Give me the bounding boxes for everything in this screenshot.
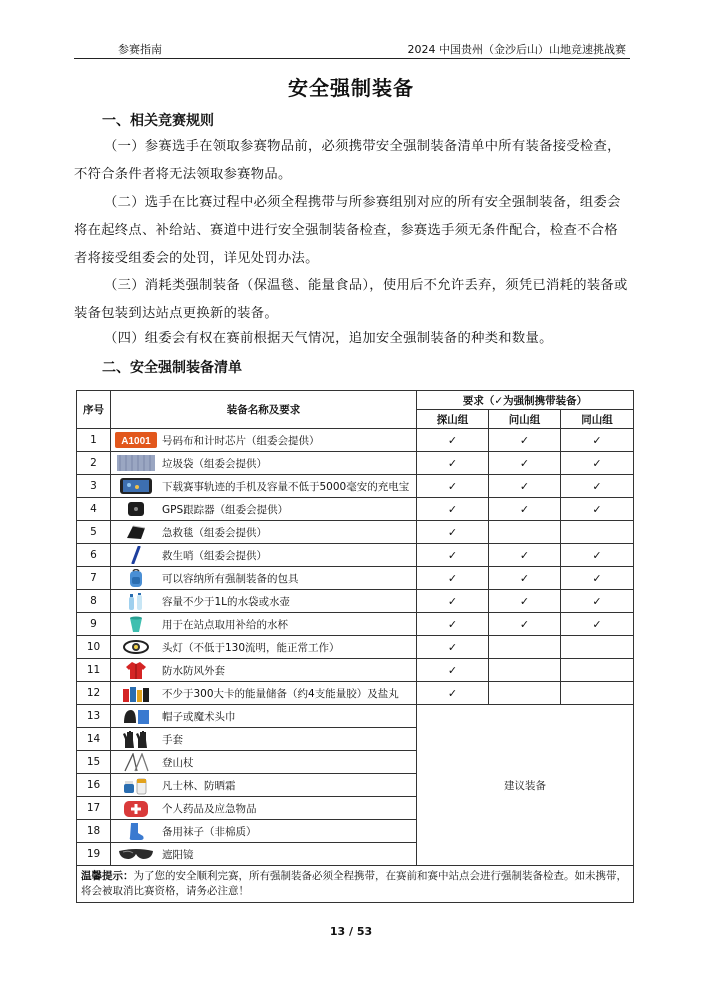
equipment-table bbox=[76, 390, 634, 903]
mark-wenshan: ✓ bbox=[489, 613, 561, 636]
mark-tongshan: ✓ bbox=[561, 452, 634, 475]
table-row bbox=[77, 613, 634, 636]
rule-paragraph-3: （三）消耗类强制装备（保温毯、能量食品），使用后不允许丢弃，须凭已消耗的装备或装备包装到达站点更换新的装备。 bbox=[74, 278, 628, 321]
mark-tongshan bbox=[561, 659, 634, 682]
header-left: 参赛指南 bbox=[118, 43, 162, 56]
row-number: 14 bbox=[77, 728, 111, 751]
gloves-icon bbox=[113, 729, 159, 749]
row-number: 13 bbox=[77, 705, 111, 728]
row-number: 10 bbox=[77, 636, 111, 659]
trash-bag-icon bbox=[113, 453, 159, 473]
headlamp-icon bbox=[113, 637, 159, 657]
svg-text:A1001: A1001 bbox=[121, 436, 151, 447]
mark-tanshan: ✓ bbox=[417, 452, 489, 475]
mark-wenshan: ✓ bbox=[489, 590, 561, 613]
jacket-icon bbox=[113, 660, 159, 680]
mark-tongshan bbox=[561, 682, 634, 705]
row-number: 1 bbox=[77, 429, 111, 452]
mark-wenshan bbox=[489, 659, 561, 682]
item-name: 防水防风外套 bbox=[162, 664, 225, 677]
mark-tanshan: ✓ bbox=[417, 636, 489, 659]
water-bottle-icon bbox=[113, 591, 159, 611]
mark-tanshan: ✓ bbox=[417, 613, 489, 636]
whistle-icon bbox=[113, 545, 159, 565]
row-number: 19 bbox=[77, 843, 111, 866]
mark-wenshan: ✓ bbox=[489, 498, 561, 521]
table-row bbox=[77, 452, 634, 475]
table-row bbox=[77, 475, 634, 498]
mark-tanshan: ✓ bbox=[417, 659, 489, 682]
group-header-wenshan: 问山组 bbox=[489, 410, 561, 429]
gps-tracker-icon bbox=[113, 499, 159, 519]
row-number: 17 bbox=[77, 797, 111, 820]
first-aid-icon bbox=[113, 798, 159, 818]
row-number: 7 bbox=[77, 567, 111, 590]
row-number: 16 bbox=[77, 774, 111, 797]
mark-tongshan: ✓ bbox=[561, 544, 634, 567]
mark-tanshan: ✓ bbox=[417, 590, 489, 613]
table-row bbox=[77, 498, 634, 521]
group-header-tanshan: 探山组 bbox=[417, 410, 489, 429]
page-number: 13 / 53 bbox=[329, 925, 373, 938]
mark-tanshan: ✓ bbox=[417, 682, 489, 705]
group-header-tongshan: 同山组 bbox=[561, 410, 634, 429]
item-name: 救生哨（组委会提供） bbox=[162, 549, 267, 562]
col-header-no: 序号 bbox=[77, 391, 111, 429]
item-name: 容量不少于1L的水袋或水壶 bbox=[162, 595, 291, 608]
row-number: 11 bbox=[77, 659, 111, 682]
row-number: 18 bbox=[77, 820, 111, 843]
table-row bbox=[77, 636, 634, 659]
row-number: 9 bbox=[77, 613, 111, 636]
page-title: 安全强制装备 bbox=[288, 76, 414, 100]
note-label: 温馨提示： bbox=[81, 870, 134, 882]
col-header-name: 装备名称及要求 bbox=[111, 391, 417, 429]
mark-wenshan: ✓ bbox=[489, 475, 561, 498]
item-name: 登山杖 bbox=[162, 756, 194, 769]
backpack-icon bbox=[113, 568, 159, 588]
item-name: 不少于300大卡的能量储备（约4支能量胶）及盐丸 bbox=[162, 687, 399, 700]
rule-paragraph-1: （一）参赛选手在领取参赛物品前，必须携带安全强制装备清单中所有装备接受检查，不符合条件者将无法领取参赛物品。 bbox=[74, 139, 621, 182]
mark-wenshan bbox=[489, 521, 561, 544]
row-number: 3 bbox=[77, 475, 111, 498]
row-number: 5 bbox=[77, 521, 111, 544]
col-header-requirement: 要求（✓为强制携带装备） bbox=[417, 391, 634, 410]
mark-tongshan bbox=[561, 521, 634, 544]
blanket-icon bbox=[113, 522, 159, 542]
item-name: 手套 bbox=[162, 733, 183, 746]
row-number: 4 bbox=[77, 498, 111, 521]
row-number: 15 bbox=[77, 751, 111, 774]
mark-tongshan: ✓ bbox=[561, 475, 634, 498]
item-name: 帽子或魔术头巾 bbox=[162, 710, 236, 723]
rule-paragraph-4: （四）组委会有权在赛前根据天气情况，追加安全强制装备的种类和数量。 bbox=[104, 331, 553, 346]
section2-heading: 二、安全强制装备清单 bbox=[102, 360, 242, 376]
item-name: 头灯（不低于130流明，能正常工作） bbox=[162, 641, 340, 654]
mark-tongshan: ✓ bbox=[561, 498, 634, 521]
mark-tongshan: ✓ bbox=[561, 429, 634, 452]
note-text: 为了您的安全顺利完赛，所有强制装备必须全程携带，在赛前和赛中站点会进行强制装备检查。如未携带，将会被取消比赛资格，请务必注意！ bbox=[81, 870, 627, 897]
item-name: 可以容纳所有强制装备的包具 bbox=[162, 572, 299, 585]
suggested-equipment-label: 建议装备 bbox=[417, 705, 634, 866]
item-name: 急救毯（组委会提供） bbox=[162, 526, 267, 539]
mark-tanshan: ✓ bbox=[417, 544, 489, 567]
table-row bbox=[77, 659, 634, 682]
mark-wenshan: ✓ bbox=[489, 429, 561, 452]
mark-tongshan: ✓ bbox=[561, 590, 634, 613]
table-row bbox=[77, 705, 634, 728]
bib-icon bbox=[113, 430, 159, 450]
mark-tongshan bbox=[561, 636, 634, 659]
row-number: 8 bbox=[77, 590, 111, 613]
item-name: 用于在站点取用补给的水杯 bbox=[162, 618, 288, 631]
row-number: 2 bbox=[77, 452, 111, 475]
table-row bbox=[77, 544, 634, 567]
safety-note bbox=[77, 866, 634, 903]
mark-wenshan bbox=[489, 682, 561, 705]
mark-tanshan: ✓ bbox=[417, 567, 489, 590]
item-name: 号码布和计时芯片（组委会提供） bbox=[162, 434, 320, 447]
mark-tanshan: ✓ bbox=[417, 475, 489, 498]
header-divider bbox=[74, 58, 630, 59]
table-row bbox=[77, 682, 634, 705]
table-row bbox=[77, 567, 634, 590]
row-number: 12 bbox=[77, 682, 111, 705]
item-name: 遮阳镜 bbox=[162, 848, 194, 861]
mark-wenshan: ✓ bbox=[489, 567, 561, 590]
rule-paragraph-2: （二）选手在比赛过程中必须全程携带与所参赛组别对应的所有安全强制装备，组委会将在起终点、补给站、赛道中进行安全强制装备检查，参赛选手须无条件配合，检查不合格者将接受组委会的处罚，详见处罚办法。 bbox=[74, 195, 621, 266]
mark-wenshan: ✓ bbox=[489, 452, 561, 475]
socks-icon bbox=[113, 821, 159, 841]
trekking-poles-icon bbox=[113, 752, 159, 772]
sunglasses-icon bbox=[113, 844, 159, 864]
item-name: 垃圾袋（组委会提供） bbox=[162, 457, 267, 470]
mark-wenshan bbox=[489, 636, 561, 659]
mark-wenshan: ✓ bbox=[489, 544, 561, 567]
mark-tanshan: ✓ bbox=[417, 498, 489, 521]
table-row bbox=[77, 429, 634, 452]
section1-heading: 一、相关竞赛规则 bbox=[102, 113, 214, 129]
mark-tanshan: ✓ bbox=[417, 521, 489, 544]
mark-tongshan: ✓ bbox=[561, 613, 634, 636]
item-name: GPS跟踪器（组委会提供） bbox=[162, 503, 289, 516]
item-name: 下载赛事轨迹的手机及容量不低于5000毫安的充电宝 bbox=[162, 480, 410, 493]
sunscreen-icon bbox=[113, 775, 159, 795]
row-number: 6 bbox=[77, 544, 111, 567]
energy-gel-icon bbox=[113, 683, 159, 703]
item-name: 个人药品及应急物品 bbox=[162, 802, 257, 815]
mark-tanshan: ✓ bbox=[417, 429, 489, 452]
cup-icon bbox=[113, 614, 159, 634]
hat-icon bbox=[113, 706, 159, 726]
header-right: 2024 中国贵州（金沙后山）山地竞速挑战赛 bbox=[407, 43, 626, 56]
item-name: 凡士林、防晒霜 bbox=[162, 779, 236, 792]
item-name: 备用袜子（非棉质） bbox=[162, 825, 257, 838]
mark-tongshan: ✓ bbox=[561, 567, 634, 590]
table-row bbox=[77, 521, 634, 544]
table-row bbox=[77, 590, 634, 613]
phone-icon bbox=[113, 476, 159, 496]
